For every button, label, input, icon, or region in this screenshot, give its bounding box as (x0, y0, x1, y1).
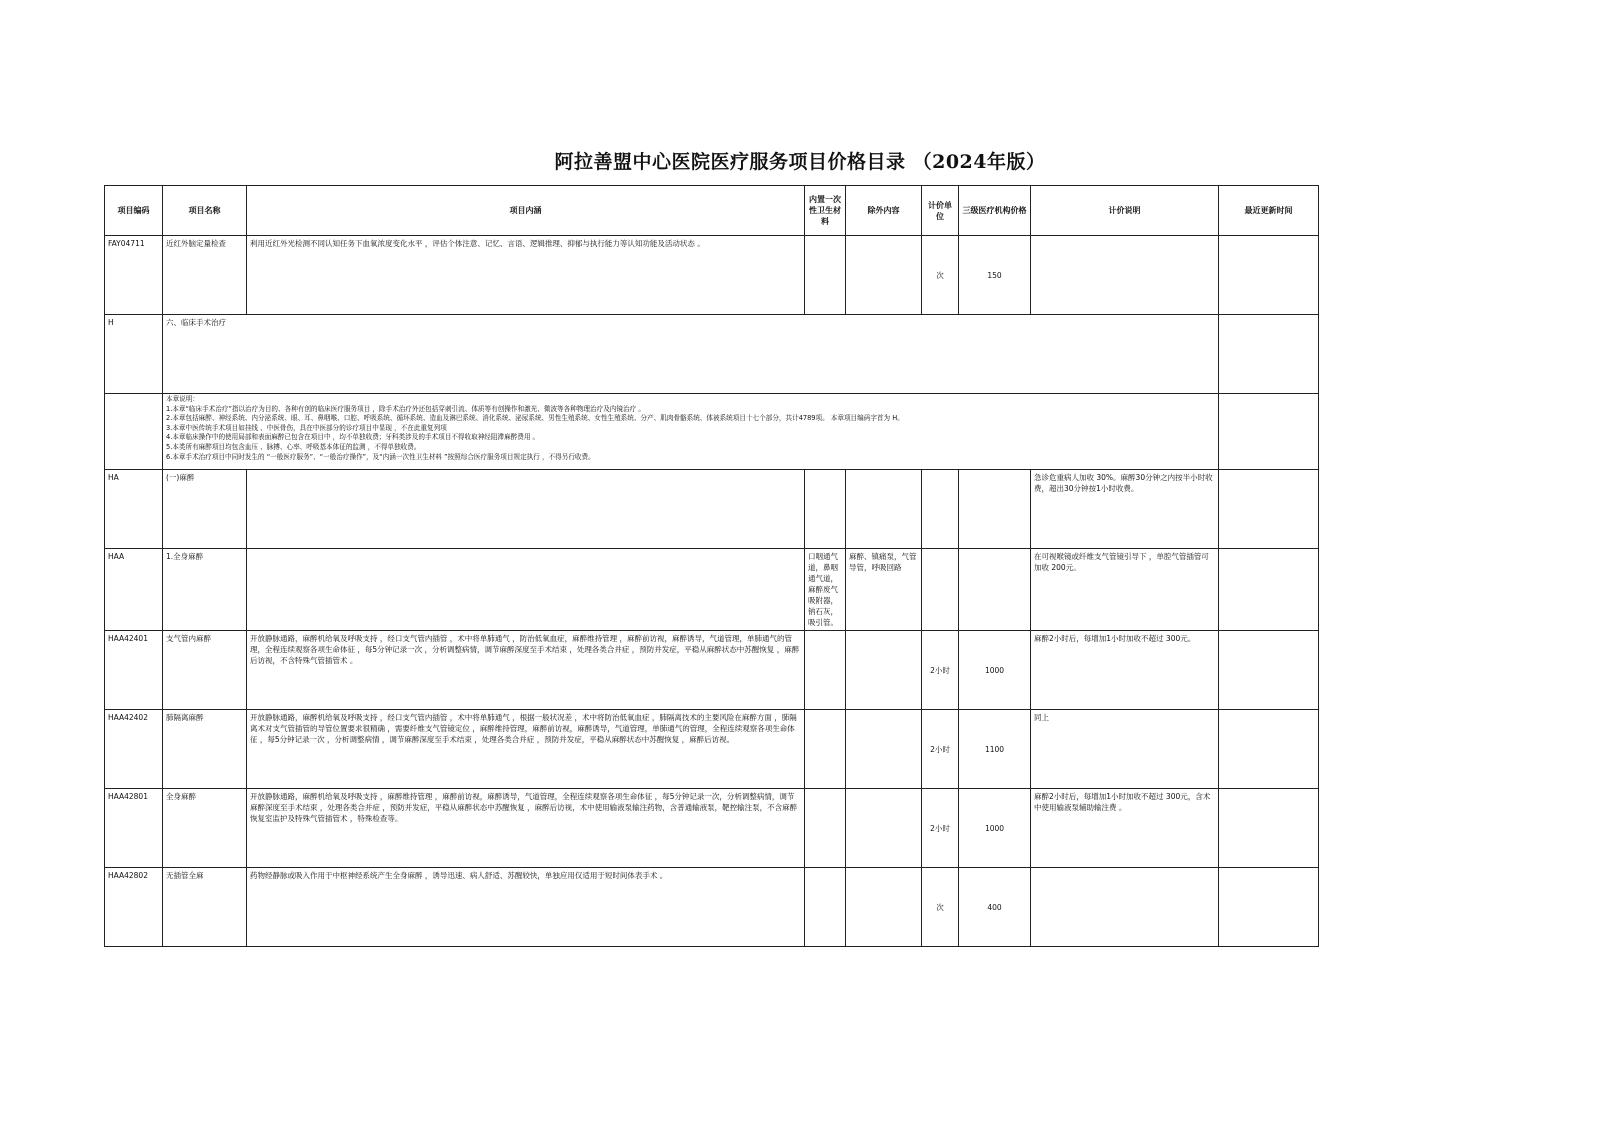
document-title: 阿拉善盟中心医院医疗服务项目价格目录 （2024年版） (554, 151, 1046, 173)
cell-unit: 2小时 (922, 789, 959, 868)
cell-materials (805, 710, 846, 789)
cell-name: 支气管内麻醉 (163, 631, 247, 710)
header-price: 三级医疗机构价格 (959, 186, 1031, 236)
cell-updated (1219, 710, 1319, 789)
cell-except (846, 710, 922, 789)
cell-price: 1000 (959, 789, 1031, 868)
cell-unit: 次 (922, 868, 959, 947)
table-row (105, 710, 1319, 789)
cell-updated (1219, 394, 1319, 470)
cell-name: (一)麻醉 (163, 470, 247, 549)
cell-updated (1219, 789, 1319, 868)
header-materials: 内置一次性卫生材料 (805, 186, 846, 236)
cell-content: 利用近红外光检测不同认知任务下血氧浓度变化水平 ，评估个体注意、记忆、言语、逻辑推理、抑郁与执行能力等认知功能及活动状态 。 (247, 236, 805, 315)
cell-content: 开放静脉通路，麻醉机给氧及呼吸支持 ，麻醉维持管理 ，麻醉前访视，麻醉诱导，气道管理，全程连续观察各项生命体征 ，每5分钟记录一次，分析调整病情，调节麻醉深度至手术结束 ，处理各类合并症 ，预防并发症，平稳从麻醉状态中苏醒恢复 ，麻醉后访视，术中使用输液泵输注药物，含普通输液泵，靶控输注泵，不含麻醉恢复室监护及特殊气管插管术 ，特殊检查等。 (247, 789, 805, 868)
cell-updated (1219, 315, 1319, 394)
notes-row (105, 394, 1319, 470)
cell-updated (1219, 631, 1319, 710)
cell-except (846, 789, 922, 868)
cell-unit: 2小时 (922, 631, 959, 710)
cell-unit: 次 (922, 236, 959, 315)
cell-price: 1100 (959, 710, 1031, 789)
cell-materials (805, 470, 846, 549)
cell-materials (805, 236, 846, 315)
cell-materials (805, 789, 846, 868)
cell-note: 麻醉2小时后，每增加1小时加收不超过 300元。 (1031, 631, 1219, 710)
notes-line: 6.本章手术治疗项目中同时发生的 “一般医疗服务”、“一般治疗操作”，及“内涵一次性卫生材料 ”按照综合医疗服务项目规定执行 ，不得另行收费。 (166, 452, 595, 461)
cell-code: HAA42401 (105, 631, 163, 710)
header-content: 项目内涵 (247, 186, 805, 236)
notes-line: 5.本类所有麻醉项目均包含血压 、脉搏、心率、呼吸基本体征的监测 ，不得单独收费。 (166, 442, 421, 451)
notes-line: 4.本章临床操作中的使用局部和表面麻醉已包含在项目中 ，均不单独收费；牙科类涉及的手术项目不得收取神经阻滞麻醉费用 。 (166, 433, 540, 442)
header-updated: 最近更新时间 (1219, 186, 1319, 236)
cell-unit: 2小时 (922, 710, 959, 789)
cell-name: 肺隔离麻醉 (163, 710, 247, 789)
table-row (105, 236, 1319, 315)
table-row (105, 631, 1319, 710)
cell-code: HAA42402 (105, 710, 163, 789)
cell-except (846, 868, 922, 947)
section-label: 六、临床手术治疗 (166, 318, 226, 327)
chapter-notes (163, 394, 1219, 470)
table-row (105, 868, 1319, 947)
price-catalog-table (104, 185, 1319, 947)
cell-updated (1219, 470, 1319, 549)
cell-content (247, 549, 805, 631)
cell-code: HAA42801 (105, 789, 163, 868)
cell-note: 急诊危重病人加收 30%。麻醉30分钟之内按半小时收费，超出30分钟按1小时收费。 (1031, 470, 1219, 549)
cell-content: 开放静脉通路，麻醉机给氧及呼吸支持 ，经口支气管内插管 ，术中将单肺通气 ，防治低氧血症，麻醉维持管理 ，麻醉前访视，麻醉诱导，气道管理，单肺通气的管理，全程连续观察各项生命体征 ，每5分钟记录一次 ，分析调整病情，调节麻醉深度至手术结束 ，处理各类合并症 ，预防并发症，平稳从麻醉状态中苏醒恢复 ，麻醉后访视，不含特殊气管插管术 。 (247, 631, 805, 710)
cell-note (1031, 236, 1219, 315)
header-note: 计价说明 (1031, 186, 1219, 236)
cell-except (846, 470, 922, 549)
notes-line: 3.本章中医传统手术项目如挂线 、中医骨伤，具在中医部分的诊疗项目中显现 ，不在此重复列项 (166, 423, 447, 432)
notes-line: 2.本章包括麻醉、神经系统、内分泌系统、眼、耳、鼻咽喉、口腔、呼吸系统、循环系统、造血及淋巴系统、消化系统、泌尿系统、男性生殖系统、女性生殖系统、分产、肌肉骨骼系统、体被系统项目十七个部分，共计4789项。 本章项目编码字首为 H。 (166, 414, 904, 423)
table-row (105, 549, 1319, 631)
cell-content: 开放静脉通路，麻醉机给氧及呼吸支持 ，经口支气管内插管 ，术中将单肺通气 ，根据一般状况差 ，术中将防治低氧血症 ，肺隔离技术的主要风险在麻醉方面 ，肺隔离术对支气管插管的导管位置要求很精确 ，需要纤维支气管镜定位 ，麻醉维持管理，麻醉前访视，麻醉诱导，气道管理，单肺通气的管理，全程连续观察各项生命体征 ，每5分钟记录一次 ，分析调整病情 ，调节麻醉深度至手术结束 ，处理各类合并症 ，预防并发症，平稳从麻醉状态中苏醒恢复 ，麻醉后访视。 (247, 710, 805, 789)
cell-except: 麻醉、镇痛泵，气管导管，呼吸回路 (846, 549, 922, 631)
table-row (105, 789, 1319, 868)
cell-code: H (105, 315, 163, 394)
header-code: 项目编码 (105, 186, 163, 236)
cell-note: 在可视喉镜或纤维支气管镜引导下 ，单腔气管插管可加收 200元。 (1031, 549, 1219, 631)
cell-materials: 口咽通气道，鼻咽通气道，麻醉废气吸附器，钠石灰，吸引管。 (805, 549, 846, 631)
table-row (105, 470, 1319, 549)
cell-code: FAY04711 (105, 236, 163, 315)
header-except: 除外内容 (846, 186, 922, 236)
cell-note: 麻醉2小时后，每增加1小时加收不超过 300元，含术中使用输液泵辅助输注费 。 (1031, 789, 1219, 868)
cell-updated (1219, 868, 1319, 947)
cell-unit (922, 549, 959, 631)
cell-code: HAA (105, 549, 163, 631)
cell-content: 药物经静脉或吸入作用于中枢神经系统产生全身麻醉 ，诱导迅速、病人舒适、苏醒较快，单独应用仅适用于短时间体表手术 。 (247, 868, 805, 947)
cell-section-name (163, 315, 1219, 394)
cell-code: HAA42802 (105, 868, 163, 947)
section-row (105, 315, 1319, 394)
cell-name: 全身麻醉 (163, 789, 247, 868)
cell-updated (1219, 236, 1319, 315)
header-unit: 计价单位 (922, 186, 959, 236)
cell-name: 近红外脑定量检查 (163, 236, 247, 315)
cell-price (959, 470, 1031, 549)
notes-line: 本章说明： (166, 395, 199, 403)
notes-line: 1.本章“临床手术治疗”指以治疗为目的、各种有创的临床医疗服务项目 ，除手术治疗外还包括穿刺引流、体质等有创操作和激光、微波等各种物理治疗及内镜治疗 。 (166, 404, 645, 413)
cell-materials (805, 868, 846, 947)
header-row (105, 186, 1319, 236)
cell-price: 150 (959, 236, 1031, 315)
cell-content (247, 470, 805, 549)
cell-price: 1000 (959, 631, 1031, 710)
cell-updated (1219, 549, 1319, 631)
cell-price (959, 549, 1031, 631)
header-name: 项目名称 (163, 186, 247, 236)
cell-unit (922, 470, 959, 549)
cell-materials (805, 631, 846, 710)
cell-name: 无插管全麻 (163, 868, 247, 947)
cell-code (105, 394, 163, 470)
cell-note: 同上 (1031, 710, 1219, 789)
cell-except (846, 631, 922, 710)
cell-price: 400 (959, 868, 1031, 947)
cell-except (846, 236, 922, 315)
cell-name: 1.全身麻醉 (163, 549, 247, 631)
cell-note (1031, 868, 1219, 947)
cell-code: HA (105, 470, 163, 549)
